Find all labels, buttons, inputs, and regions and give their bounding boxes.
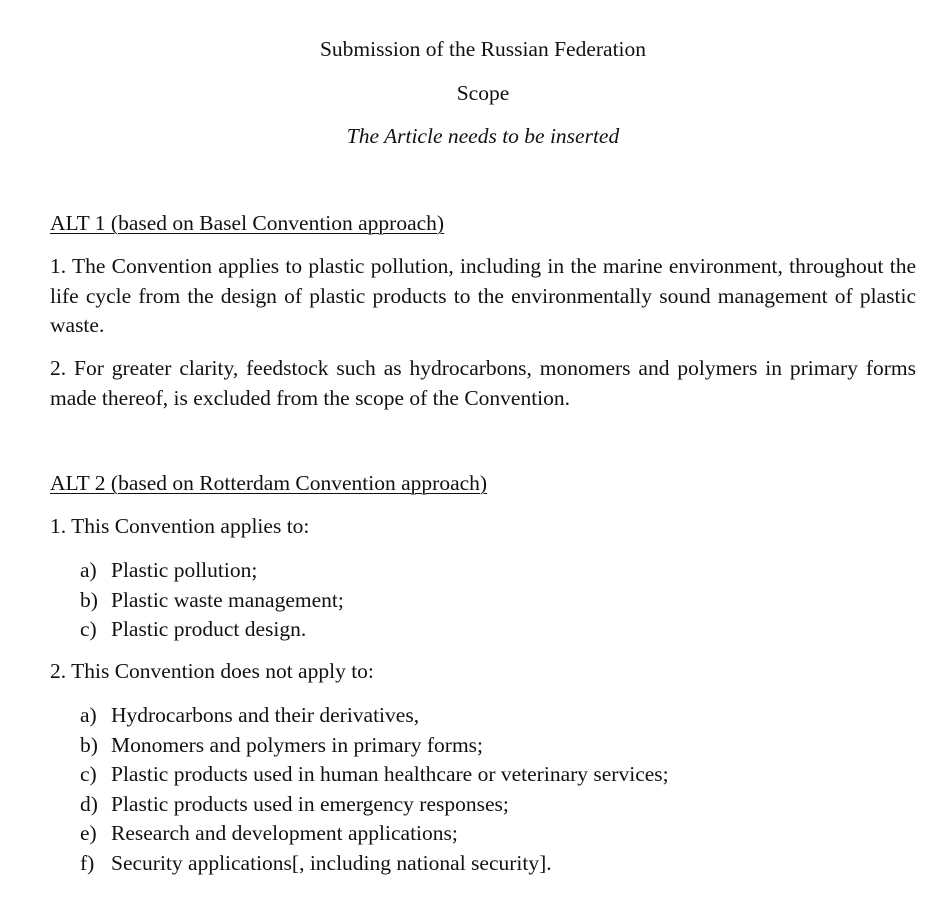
section-title: Scope [456,81,510,105]
list-item [80,701,669,731]
list-marker: f) [80,850,95,875]
list-item-text: Plastic product design. [111,617,307,641]
list-item-text: Hydrocarbons and their derivatives, [111,703,420,727]
list-item-text: Plastic pollution; [111,558,258,582]
list-item [80,615,344,645]
list-marker: b) [80,587,98,612]
document-title: Submission of the Russian Federation [319,37,647,61]
list-marker: a) [80,703,97,727]
alt1-heading: ALT 1 (based on Basel Convention approach) [50,211,445,235]
list-marker: e) [80,821,97,845]
list-item [80,731,669,761]
list-item [80,586,344,616]
editorial-note: The Article needs to be inserted [346,124,620,148]
alt2-excludes-intro: 2. This Convention does not apply to: [50,659,374,683]
list-item [80,790,669,820]
list-item-text: Plastic products used in emergency responses; [111,791,509,816]
list-item [80,849,669,879]
list-item [80,556,344,586]
list-item-text: Research and development applications; [111,821,458,845]
list-item [80,760,669,790]
alt2-heading: ALT 2 (based on Rotterdam Convention approach) [50,471,488,495]
list-item-text: Monomers and polymers in primary forms; [111,732,484,757]
alt2-applies-intro: 1. This Convention applies to: [50,514,310,538]
applies-list [80,556,344,645]
list-marker: b) [80,732,98,757]
list-marker: d) [80,791,98,816]
list-item-text: Plastic waste management; [111,587,344,612]
list-item-text: Plastic products used in human healthcare or veterinary services; [111,762,669,786]
list-marker: a) [80,558,97,582]
excludes-list [80,701,669,878]
alt1-paragraph-2: 2. For greater clarity, feedstock such as hydrocarbons, monomers and polymers in primary forms made thereof, is excluded from the scope of the Convention. [50,356,916,410]
list-marker: c) [80,762,97,786]
alt1-paragraph-1: 1. The Convention applies to plastic pollution, including in the marine environment, throughout the life cycle from the design of plastic products to the environmentally sound management of plastic waste. [50,254,916,337]
list-item-text: Security applications[, including national security]. [111,850,552,875]
list-marker: c) [80,617,97,641]
list-item [80,819,669,849]
